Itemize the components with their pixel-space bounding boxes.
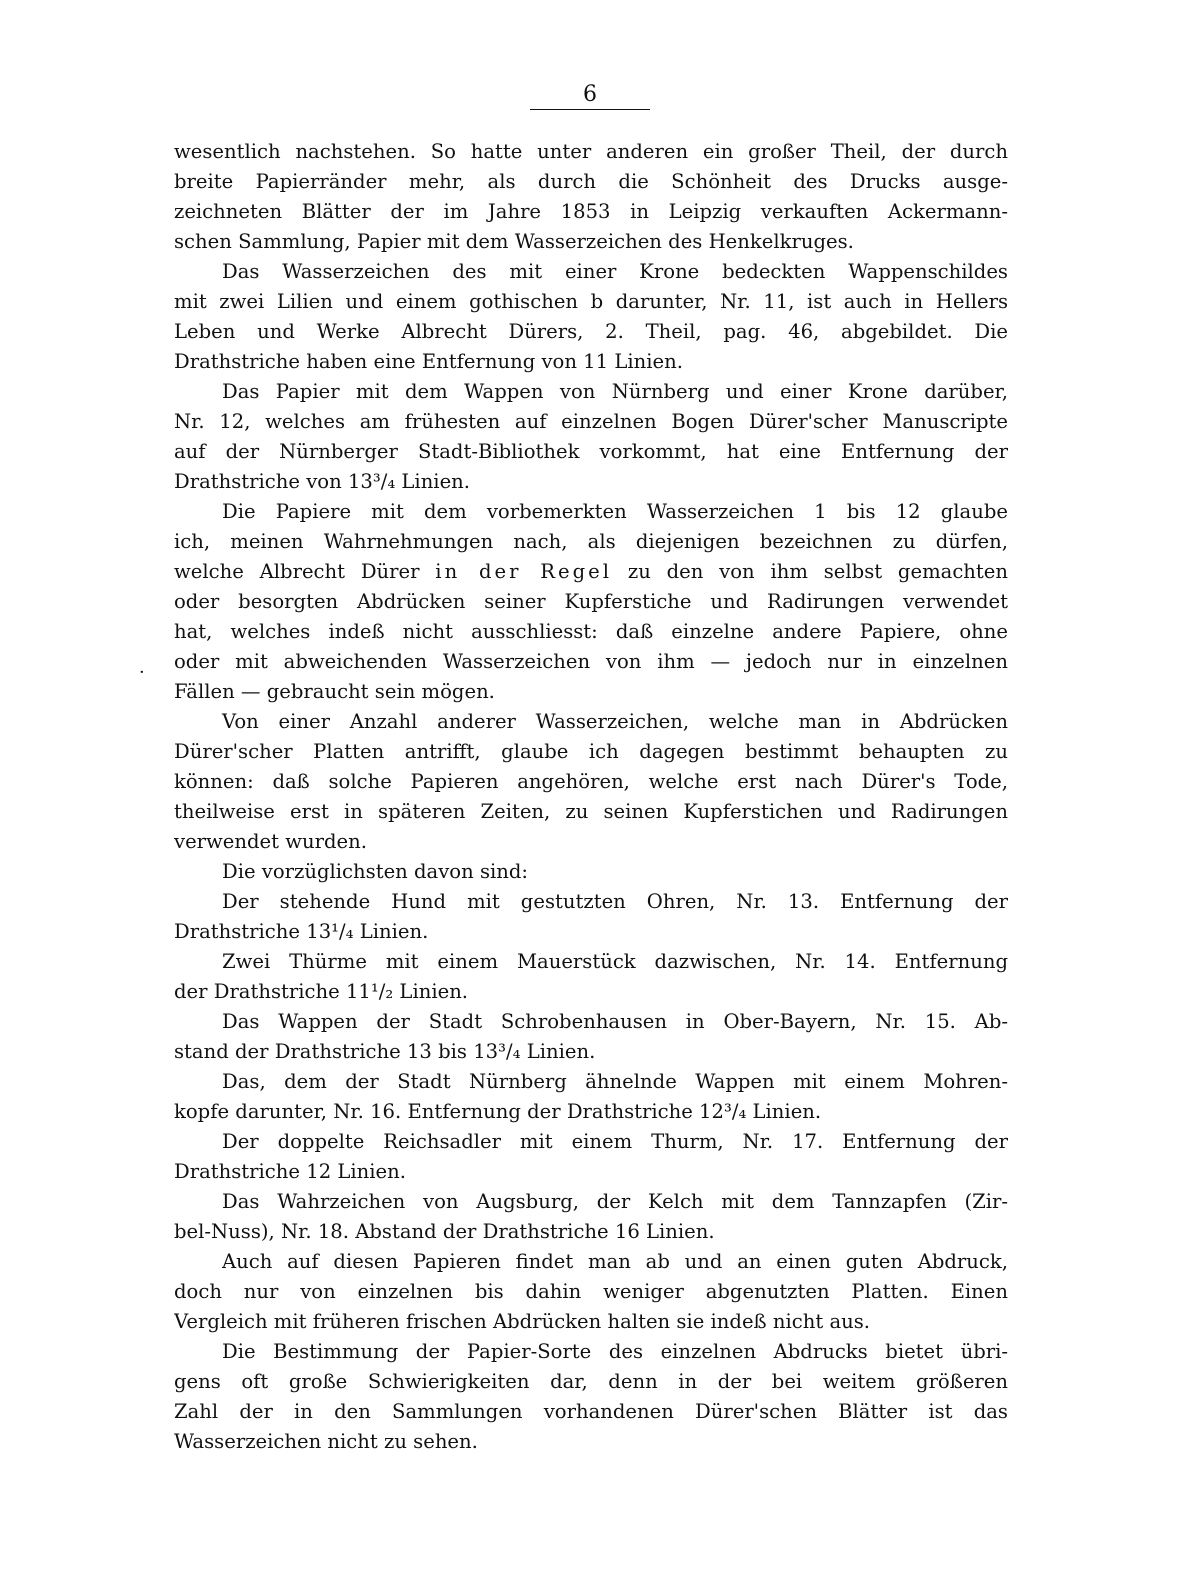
text-line: Die Papiere mit dem vorbemerkten Wasserzeichen 1 bis 12 glaube: [222, 500, 1008, 523]
text-line: Nr. 12, welches am frühesten auf einzelnen Bogen Dürer'scher Manuscripte: [174, 410, 1008, 433]
text-line: stand der Drathstriche 13 bis 13³/₄ Linien.: [174, 1040, 596, 1063]
text-line: breite Papierränder mehr, als durch die Schönheit des Drucks ausge-: [174, 170, 1008, 193]
text-line: Auch auf diesen Papieren findet man ab und an einen guten Abdruck,: [222, 1250, 1008, 1273]
text-line: gens oft große Schwierigkeiten dar, denn in der bei weitem größeren: [174, 1370, 1008, 1393]
text-line: Vergleich mit früheren frischen Abdrücken halten sie indeß nicht aus.: [174, 1310, 871, 1333]
page-number: 6: [583, 82, 597, 107]
text-line: Von einer Anzahl anderer Wasserzeichen, welche man in Abdrücken: [222, 710, 1008, 733]
text-line: auf der Nürnberger Stadt-Bibliothek vorkommt, hat eine Entfernung der: [174, 440, 1008, 463]
text-line: Das Wasserzeichen des mit einer Krone bedeckten Wappenschildes: [222, 260, 1008, 283]
emphasis-spaced: in der Regel: [435, 560, 613, 583]
text-line: kopfe darunter, Nr. 16. Entfernung der Drathstriche 12³/₄ Linien.: [174, 1100, 822, 1123]
text-line: schen Sammlung, Papier mit dem Wasserzeichen des Henkelkruges.: [174, 230, 854, 253]
text-line: Der doppelte Reichsadler mit einem Thurm, Nr. 17. Entfernung der: [222, 1130, 1008, 1153]
text-line: verwendet wurden.: [174, 830, 368, 853]
text-line: Drathstriche von 13³/₄ Linien.: [174, 470, 471, 493]
text-segment: welche Albrecht Dürer: [174, 560, 420, 583]
text-line: der Drathstriche 11¹/₂ Linien.: [174, 980, 469, 1003]
text-line: zeichneten Blätter der im Jahre 1853 in Leipzig verkauften Ackermann-: [174, 200, 1008, 223]
text-line: Zwei Thürme mit einem Mauerstück dazwischen, Nr. 14. Entfernung: [222, 950, 1008, 973]
text-line: Die Bestimmung der Papier-Sorte des einzelnen Abdrucks bietet übri-: [222, 1340, 1008, 1363]
text-line: Der stehende Hund mit gestutzten Ohren, Nr. 13. Entfernung der: [222, 890, 1008, 913]
text-line: theilweise erst in späteren Zeiten, zu seinen Kupferstichen und Radirungen: [174, 800, 1008, 823]
text-line: wesentlich nachstehen. So hatte unter anderen ein großer Theil, der durch: [174, 140, 1008, 163]
text-line: Die vorzüglichsten davon sind:: [222, 860, 529, 883]
text-segment: zu den von ihm selbst gemachten: [627, 560, 1008, 583]
text-line: oder besorgten Abdrücken seiner Kupferstiche und Radirungen verwendet: [174, 590, 1008, 613]
text-line: bel-Nuss), Nr. 18. Abstand der Drathstriche 16 Linien.: [174, 1220, 715, 1243]
text-line: Das, dem der Stadt Nürnberg ähnelnde Wappen mit einem Mohren-: [222, 1070, 1008, 1093]
text-line: Dürer'scher Platten antrifft, glaube ich dagegen bestimmt behaupten zu: [174, 740, 1008, 763]
text-line: Das Papier mit dem Wappen von Nürnberg und einer Krone darüber,: [222, 380, 1008, 403]
text-line: hat, welches indeß nicht ausschliesst: daß einzelne andere Papiere, ohne: [174, 620, 1008, 643]
text-line: mit zwei Lilien und einem gothischen b darunter, Nr. 11, ist auch in Hellers: [174, 290, 1008, 313]
text-line: können: daß solche Papieren angehören, welche erst nach Dürer's Tode,: [174, 770, 1008, 793]
text-line: [174, 557, 1008, 587]
text-line: Drathstriche 13¹/₄ Linien.: [174, 920, 429, 943]
text-line: Wasserzeichen nicht zu sehen.: [174, 1430, 478, 1453]
text-line: Fällen — gebraucht sein mögen.: [174, 680, 495, 703]
text-line: ich, meinen Wahrnehmungen nach, als diejenigen bezeichnen zu dürfen,: [174, 530, 1008, 553]
text-line: Das Wappen der Stadt Schrobenhausen in Ober-Bayern, Nr. 15. Ab-: [222, 1010, 1008, 1033]
body-text: [174, 137, 1008, 1457]
margin-dot: ·: [139, 662, 145, 683]
text-line: Drathstriche 12 Linien.: [174, 1160, 406, 1183]
text-line: Drathstriche haben eine Entfernung von 11 Linien.: [174, 350, 683, 373]
text-line: oder mit abweichenden Wasserzeichen von ihm — jedoch nur in einzelnen: [174, 650, 1008, 673]
header-rule: [530, 109, 650, 110]
text-line: Das Wahrzeichen von Augsburg, der Kelch mit dem Tannzapfen (Zir-: [222, 1190, 1008, 1213]
text-line: Leben und Werke Albrecht Dürers, 2. Theil, pag. 46, abgebildet. Die: [174, 320, 1008, 343]
text-line: Zahl der in den Sammlungen vorhandenen Dürer'schen Blätter ist das: [174, 1400, 1008, 1423]
text-line: doch nur von einzelnen bis dahin weniger abgenutzten Platten. Einen: [174, 1280, 1008, 1303]
